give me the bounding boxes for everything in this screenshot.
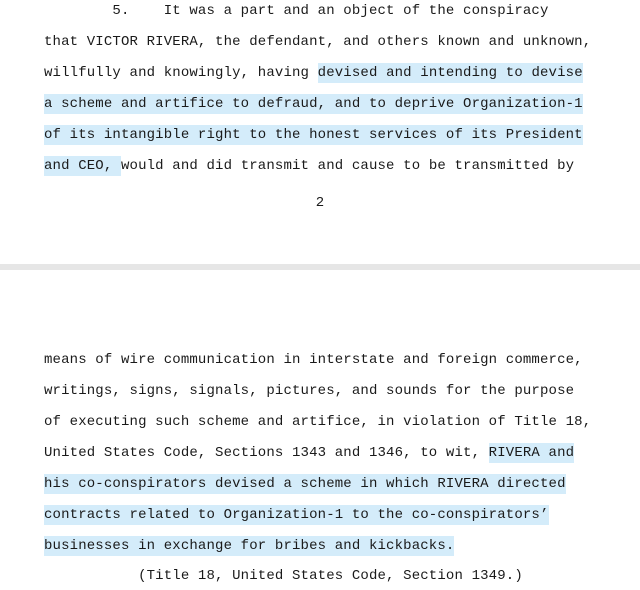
line-text: would and did transmit and cause to be transmitted by — [120, 158, 575, 174]
text-line — [44, 62, 583, 84]
highlighted-text: a scheme and artifice to defraud, and to deprive Organization-1 — [44, 96, 583, 112]
citation-line — [44, 565, 523, 587]
document-page-2 — [0, 0, 640, 264]
text-line — [44, 124, 583, 146]
text-line — [44, 155, 574, 177]
line-text: writings, signs, signals, pictures, and sounds for the purpose — [44, 383, 575, 399]
highlighted-text: RIVERA and — [488, 445, 575, 461]
text-line — [44, 349, 583, 371]
highlighted-text: businesses in exchange for bribes and kickbacks. — [44, 538, 455, 554]
highlighted-text: devised and intending to devise — [317, 65, 583, 81]
text-line — [44, 0, 549, 22]
highlighted-text: contracts related to Organization-1 to the co-conspirators’ — [44, 507, 549, 523]
text-line — [44, 473, 566, 495]
line-text: 5. It was a part and an object of the conspiracy — [44, 3, 549, 19]
document-page-3 — [0, 270, 640, 590]
text-line — [44, 504, 549, 526]
highlighted-text: and CEO, — [44, 158, 121, 174]
line-text: means of wire communication in interstate and foreign commerce, — [44, 352, 583, 368]
highlighted-text: his co-conspirators devised a scheme in which RIVERA directed — [44, 476, 566, 492]
line-text: that VICTOR RIVERA, the defendant, and others known and unknown, — [44, 34, 592, 50]
highlighted-text: of its intangible right to the honest services of its President — [44, 127, 583, 143]
text-line — [44, 93, 583, 115]
line-text: of executing such scheme and artifice, in violation of Title 18, — [44, 414, 592, 430]
text-line — [44, 535, 454, 557]
text-line — [44, 380, 574, 402]
text-line — [44, 411, 591, 433]
line-text: (Title 18, United States Code, Section 1349.) — [44, 568, 523, 584]
text-line — [44, 442, 574, 464]
page-number: 2 — [315, 195, 325, 211]
line-text: willfully and knowingly, having — [44, 65, 318, 81]
line-text: United States Code, Sections 1343 and 1346, to wit, — [44, 445, 489, 461]
text-line — [44, 31, 591, 53]
